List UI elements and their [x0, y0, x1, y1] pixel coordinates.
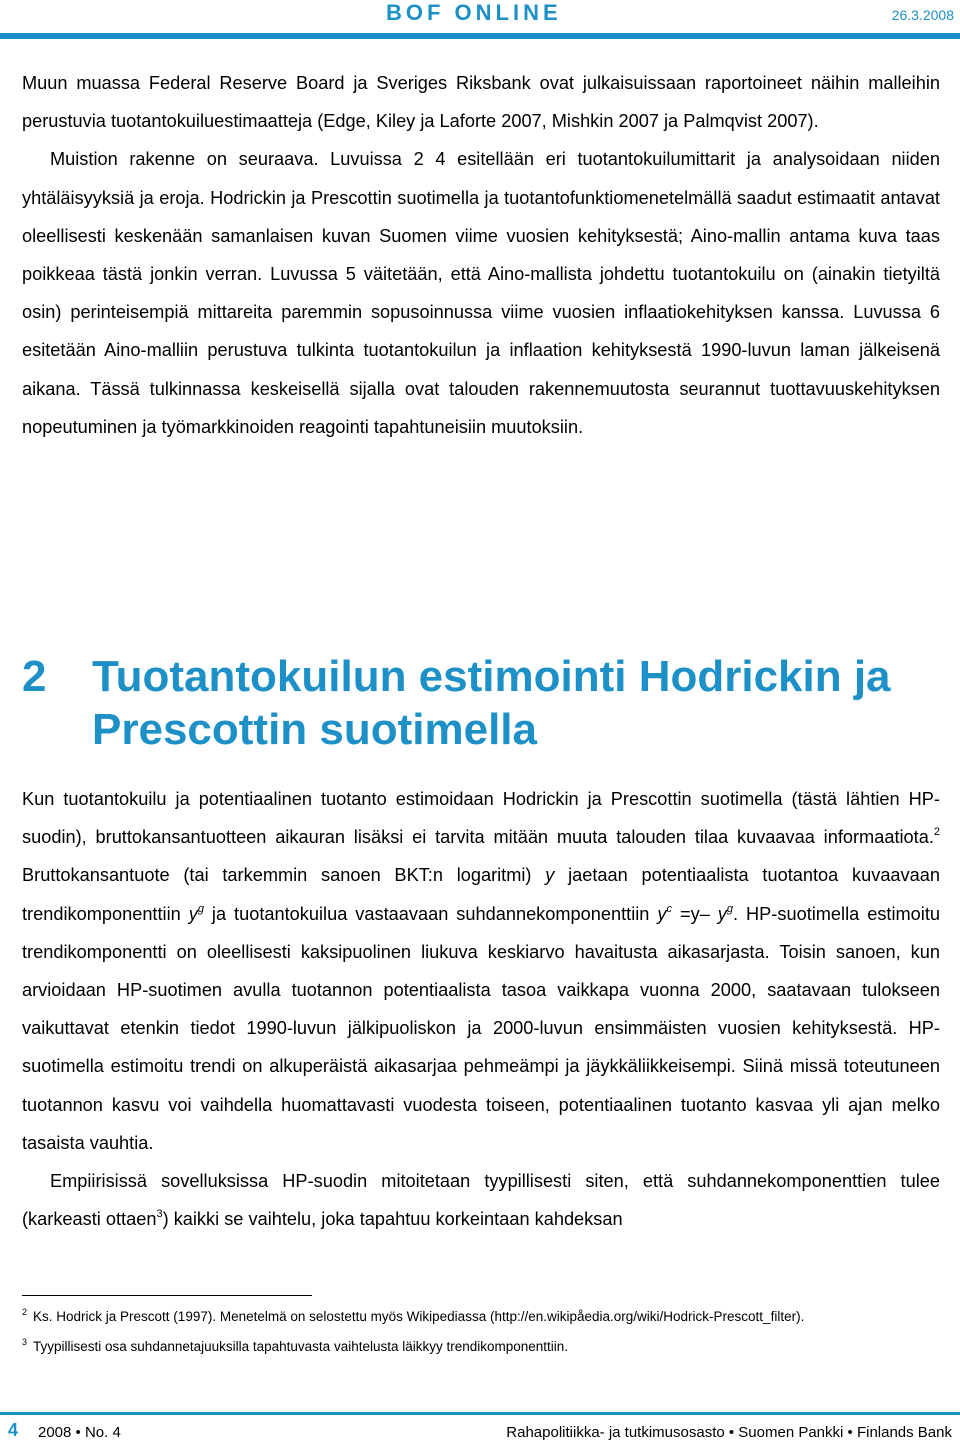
superscript-g: g: [726, 902, 734, 915]
intro-paragraph-1: Muun muassa Federal Reserve Board ja Sveriges Riksbank ovat julkaisuissaan raportoineet näihin malleihin perustuvia tuotantokuiluestimaatteja (Edge, Kiley ja Laforte 2007, Mishkin 2007 ja Palmqvist 2007).: [22, 73, 940, 132]
footer-rule: [0, 1412, 960, 1415]
footnote-ref: 3: [156, 1208, 163, 1221]
footnote-number: 3: [22, 1337, 28, 1347]
paragraph-text: Bruttokansantuote (tai tarkemmin sanoen BKT:n logaritmi): [22, 865, 546, 886]
superscript-g: g: [197, 902, 204, 915]
header-rule: [0, 33, 960, 39]
variable-y: y: [657, 903, 667, 924]
section-heading: [22, 650, 942, 756]
footnote-text: Tyypillisesti osa suhdannetajuuksilla tapahtuvasta vaihtelusta läikkyy trendikomponenttiin.: [33, 1339, 569, 1354]
section-title: Tuotantokuilun estimointi Hodrickin ja Prescottin suotimella: [92, 652, 891, 754]
footnote-text: Ks. Hodrick ja Prescott (1997). Menetelmä on selostettu myös Wikipediassa (http://en.wikipåedia.org/wiki/Hodrick-Prescott_filter).: [33, 1309, 805, 1324]
paragraph-text: ja tuotantokuilua vastaavaan suhdannekomponenttiin: [203, 903, 658, 924]
footnotes: [22, 1305, 940, 1365]
page-number: 4: [8, 1420, 19, 1440]
variable-y: y: [717, 903, 727, 924]
section-paragraph-1: [22, 780, 940, 1162]
superscript-c: c: [666, 902, 672, 915]
paragraph-text: Kun tuotantokuilu ja potentiaalinen tuotanto estimoidaan Hodrickin ja Prescottin suotimella (tästä lähtien HP-suodin), bruttokansantuotteen aikauran lisäksi ei tarvita mitään muuta talouden tilaa kuvaavaa informaatiota.: [22, 789, 940, 848]
footnote-rule: [22, 1295, 312, 1296]
footnote-3: [22, 1335, 940, 1359]
publication-title: BOF ONLINE: [386, 0, 562, 25]
footnote-ref: 2: [933, 826, 940, 839]
variable-y: y: [545, 865, 555, 886]
section-paragraph-2: [22, 1162, 940, 1238]
intro-text: [22, 64, 940, 446]
paragraph-text: =y–: [672, 903, 718, 924]
footnote-2: [22, 1305, 940, 1329]
publication-date: 26.3.2008: [891, 7, 954, 23]
publisher-label: Rahapolitiikka- ja tutkimusosasto • Suomen Pankki • Finlands Bank: [506, 1424, 952, 1441]
footnote-number: 2: [22, 1307, 28, 1317]
paragraph-text: jaetaan potentiaalista tuotantoa kuvaavaan trendikomponenttiin: [22, 865, 940, 924]
paragraph-text: Empiirisissä sovelluksissa HP-suodin mitoitetaan tyypillisesti siten, että suhdannekomponenttien tulee (karkeasti ottaen: [22, 1171, 940, 1230]
paragraph-text: ) kaikki se vaihtelu, joka tapahtuu korkeintaan kahdeksan: [162, 1209, 623, 1230]
section-body: [22, 780, 940, 1238]
paragraph-text: . HP-suotimella estimoitu trendikomponentti on oleellisesti kaksipuolinen liukuva keskiarvo havaitusta aikasarjasta. Toisin sanoen, kun arvioidaan HP-suotimen avulla tuotannon potentiaalista tasoa vaikkapa vuonna 2000, saatavaan tulokseen vaikuttavat etenkin tiedot 1990-luvun jälkipuoliskon ja 2000-luvun ensimmäisten vuosien kehityksestä. HP-suotimella estimoitu trendi on alkuperäistä aikasarjaa pehmeämpi ja jäykkäliikkeisempi. Siinä missä toteutuneen tuotannon kasvu voi vaihdella huomattavasti vuodesta toiseen, potentiaalinen tuotanto kasvaa yli ajan melko tasaista vauhtia.: [22, 903, 941, 1153]
issue-label: 2008 • No. 4: [38, 1424, 121, 1441]
variable-y: y: [188, 903, 198, 924]
section-number: 2: [22, 652, 47, 701]
intro-paragraph-2: Muistion rakenne on seuraava. Luvuissa 2 4 esitellään eri tuotantokuilumittarit ja analysoidaan niiden yhtäläisyyksiä ja eroja. Hodrickin ja Prescottin suotimella ja tuotantofunktiomenetelmällä saadut estimaatit antavat oleellisesti keskenään samanlaisen kuvan Suomen viime vuosien kehityksestä; Aino-mallin antama kuva taas poikkeaa tästä jonkin verran. Luvussa 5 väitetään, että Aino-mallista johdettu tuotantokuilu on (ainakin tietyiltä osin) perinteisempiä mittareita paremmin sopusoinnussa viime vuosien inflaatiokehityksen kanssa. Luvussa 6 esitetään Aino-malliin perustuva tulkinta tuotantokuilun ja inflaation kehityksestä 1990-luvun laman jälkeisenä aikana. Tässä tulkinnassa keskeisellä sijalla ovat talouden rakennemuutosta seurannut tuottavuuskehityksen nopeutuminen ja työmarkkinoiden reagointi tapahtuneisiin muutoksiin.: [22, 149, 940, 437]
